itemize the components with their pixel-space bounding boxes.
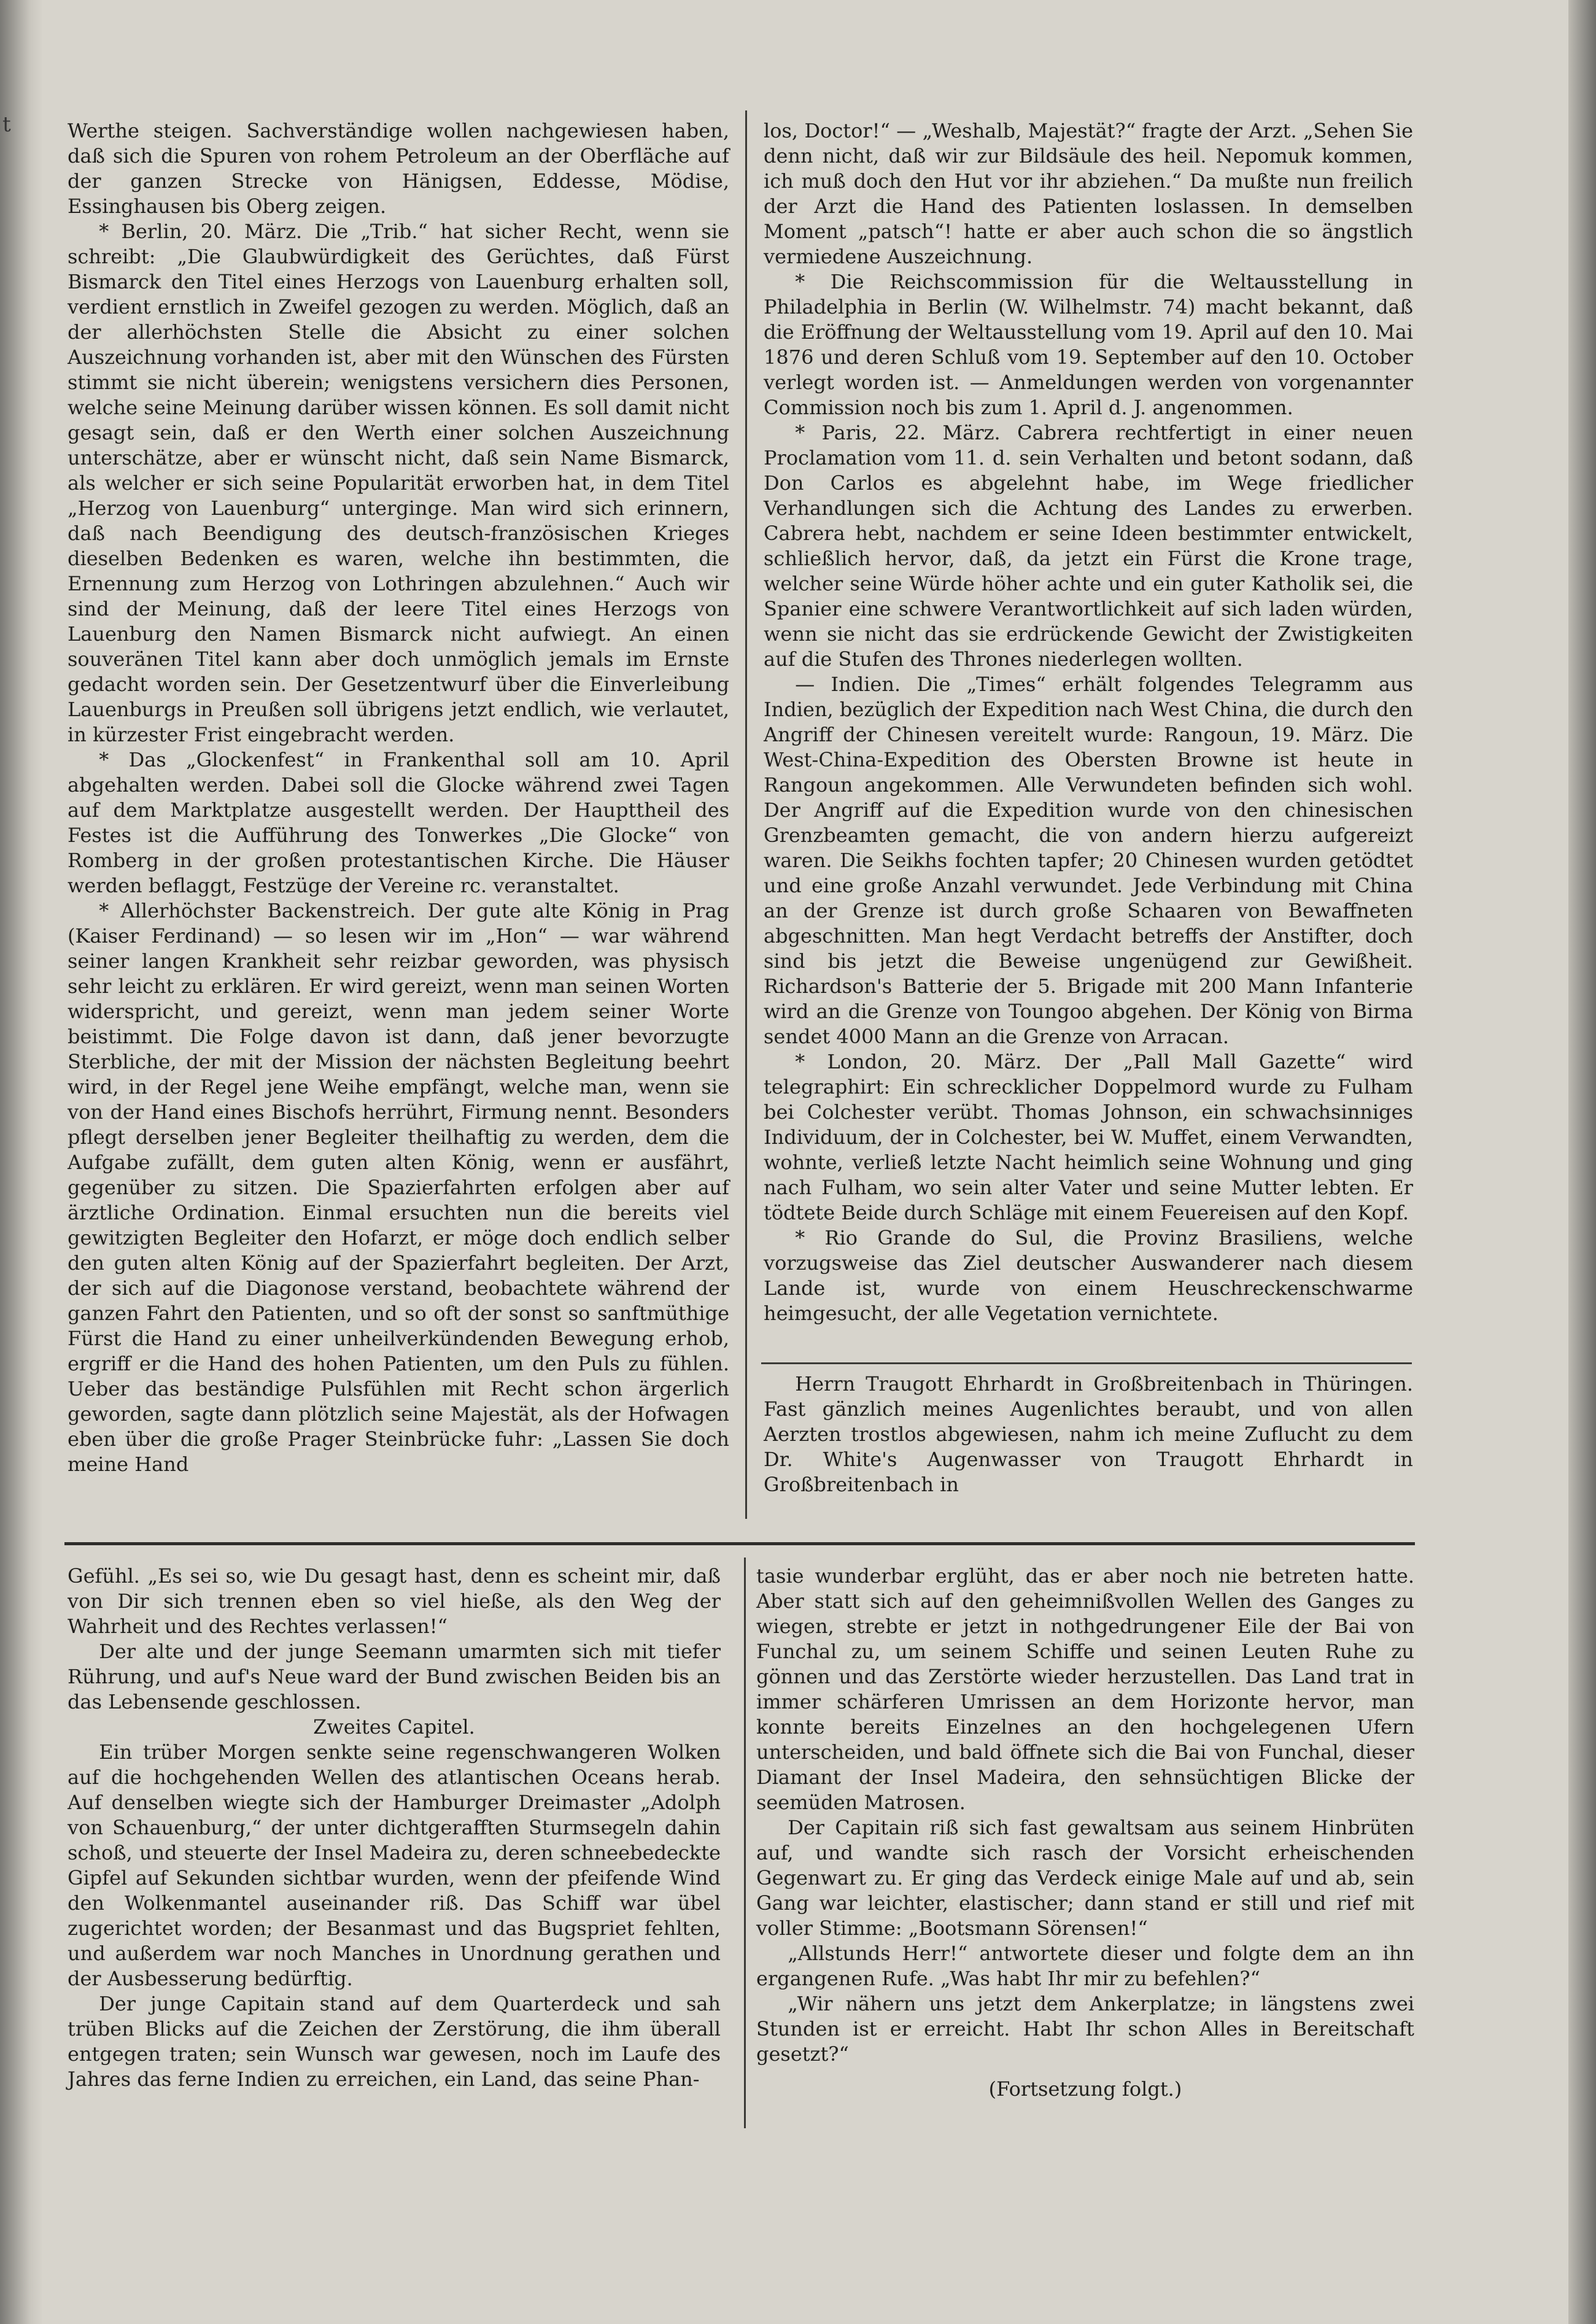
- paragraph: Ein trüber Morgen senkte seine regenschwangeren Wolken auf die hochgehenden Wellen des atlantischen Oceans herab. Auf denselben wiegte sich der Hamburger Dreimaster „Adolph von Schauenburg,“ der unter dichtgerafften Sturmsegeln dahin schoß, und steuerte der Insel Madeira zu, deren schneebedeckte Gipfel auf Sekunden sichtbar wurden, wenn der pfeifende Wind den Wolkenmantel auseinander riß. Das Schiff war übel zugerichtet worden; der Besanmast und das Bugspriet fehlten, und außerdem war noch Manches in Unordnung gerathen und der Ausbesserung bedürftig.: [68, 1740, 721, 1990]
- margin-mark: t: [2, 112, 11, 137]
- feuilleton-column-2: [756, 1564, 1414, 2102]
- advertisement-text: Herrn Traugott Ehrhardt in Großbreitenbach in Thüringen. Fast gänzlich meines Augenlichtes beraubt, und von allen Aerzten trostlos abgewiesen, nahm ich meine Zuflucht zu dem Dr. White's Augenwasser von Traugott Ehrhardt in Großbreitenbach in: [764, 1372, 1413, 1496]
- column-rule: [745, 110, 747, 1519]
- paragraph: * Allerhöchster Backenstreich. Der gute alte König in Prag (Kaiser Ferdinand) — so lesen wir im „Hon“ — war während seiner langen Krankheit sehr reizbar geworden, was physisch sehr leicht zu erklären. Er wird gereizt, wenn man seinen Worten widerspricht, und gereizt, wenn man jedem seiner Worte beistimmt. Die Folge davon ist dann, daß jener bevorzugte Sterbliche, der mit der Mission der nächsten Begleitung beehrt wird, in der Regel jene Weihe empfängt, welche man, wenn sie von der Hand eines Bischofs herrührt, Firmung nennt. Besonders pflegt derselben jener Begleiter theilhaftig zu werden, dem die Aufgabe zufällt, dem guten alten König, wenn er ausfährt, gegenüber zu sitzen. Die Spazierfahrten erfolgen aber auf ärztliche Ordination. Einmal ersuchten nun die bereits viel gewitzigten Begleiter den Hofarzt, er möge doch endlich selber den guten alten König auf der Spazierfahrt begleiten. Der Arzt, der sich auf die Diagonose verstand, beobachtete während der ganzen Fahrt den Patienten, und so oft der sonst so sanftmüthige Fürst die Hand zu einer unheilverkündenden Bewegung erhob, ergriff er die Hand des hohen Patienten, um den Puls zu fühlen. Ueber das beständige Pulsfühlen mit Recht schon ärgerlich geworden, sagte dann plötzlich seine Majestät, als der Hofwagen eben über die große Prager Steinbrücke fuhr: „Lassen Sie doch meine Hand: [68, 899, 729, 1476]
- paragraph: „Wir nähern uns jetzt dem Ankerplatze; in längstens zwei Stunden ist er erreicht. Habt Ihr schon Alles in Bereitschaft gesetzt?“: [756, 1992, 1414, 2066]
- feuilleton-column-1: [68, 1564, 721, 2092]
- paragraph: * Das „Glockenfest“ in Frankenthal soll am 10. April abgehalten werden. Dabei soll die Glocke während zwei Tagen auf dem Marktplatze ausgestellt werden. Der Haupttheil des Festes ist die Aufführung des Tonwerkes „Die Glocke“ von Romberg in der großen protestantischen Kirche. Die Häuser werden beflaggt, Festzüge der Vereine rc. veranstaltet.: [68, 748, 729, 897]
- binding-shadow: [0, 0, 43, 2324]
- paragraph: * Die Reichscommission für die Weltausstellung in Philadelphia in Berlin (W. Wilhelmstr. 74) macht bekannt, daß die Eröffnung der Weltausstellung vom 19. April auf den 10. Mai 1876 und deren Schluß vom 19. September auf den 10. October verlegt worden ist. — Anmeldungen werden von vorgenannter Commission noch bis zum 1. April d. J. angenommen.: [764, 270, 1413, 419]
- page-edge: [1568, 0, 1596, 2324]
- chapter-heading: Zweites Capitel.: [313, 1715, 475, 1739]
- news-column-2: [764, 118, 1413, 1326]
- column-rule: [744, 1558, 746, 2128]
- paragraph: Werthe steigen. Sachverständige wollen nachgewiesen haben, daß sich die Spuren von rohem Petroleum an der Oberfläche auf der ganzen Strecke von Hänigsen, Eddesse, Mödise, Essinghausen bis Oberg zeigen.: [68, 119, 729, 218]
- advertisement: [764, 1372, 1413, 1497]
- paragraph: * Paris, 22. März. Cabrera rechtfertigt in einer neuen Proclamation vom 11. d. sein Verhalten und betont sodann, daß Don Carlos es abgelehnt habe, im Wege friedlicher Verhandlungen sich die Achtung des Landes zu erwerben. Cabrera hebt, nachdem er seine Ideen bestimmter entwickelt, schließlich hervor, daß, da jetzt ein Fürst die Krone trage, welcher seine Würde höher achte und ein guter Katholik sei, die Spanier eine schwere Verantwortlichkeit auf sich laden würden, wenn sie nicht das sie erdrückende Gewicht der Zwistigkeiten auf die Stufen des Thrones niederlegen wollten.: [764, 421, 1413, 671]
- paragraph: * London, 20. März. Der „Pall Mall Gazette“ wird telegraphirt: Ein schrecklicher Doppelmord wurde zu Fulham bei Colchester verübt. Thomas Johnson, ein schwachsinniges Individuum, der in Colchester, bei W. Muffet, einem Verwandten, wohnte, verließ letzte Nacht heimlich seine Wohnung und ging nach Fulham, wo sein alter Vater und seine Mutter lebten. Er tödtete Beide durch Schläge mit einem Feuereisen auf den Kopf.: [764, 1050, 1413, 1224]
- section-divider: [761, 1362, 1412, 1364]
- paragraph: los, Doctor!“ — „Weshalb, Majestät?“ fragte der Arzt. „Sehen Sie denn nicht, daß wir zur Bildsäule des heil. Nepomuk kommen, ich muß doch den Hut vor ihr abziehen.“ Da mußte nun freilich der Arzt die Hand des Patienten loslassen. In demselben Moment „patsch“! hatte er aber auch schon die so ängstlich vermiedene Auszeichnung.: [764, 119, 1413, 268]
- paragraph: tasie wunderbar erglüht, das er aber noch nie betreten hatte. Aber statt sich auf den geheimnißvollen Wellen des Ganges zu wiegen, strebte er jetzt in nothgedrungener Eile der Bai von Funchal zu, um seinem Schiffe und seinen Leuten Ruhe zu gönnen und das Zerstörte wieder herzustellen. Das Land trat in immer schärferen Umrissen an dem Horizonte hervor, man konnte bereits Einzelnes an den hochgelegenen Ufern unterscheiden, und bald öffnete sich die Bai von Funchal, dieser Diamant der Insel Madeira, den sehnsüchtigen Blicke der seemüden Matrosen.: [756, 1564, 1414, 1814]
- paragraph: Gefühl. „Es sei so, wie Du gesagt hast, denn es scheint mir, daß von Dir sich trennen eben so viel hieße, als den Weg der Wahrheit und des Rechtes verlassen!“: [68, 1564, 721, 1638]
- continuation-note: (Fortsetzung folgt.): [988, 2077, 1182, 2101]
- paragraph: Der alte und der junge Seemann umarmten sich mit tiefer Rührung, und auf's Neue ward der Bund zwischen Beiden bis an das Lebensende geschlossen.: [68, 1640, 721, 1713]
- paragraph: Der junge Capitain stand auf dem Quarterdeck und sah trüben Blicks auf die Zeichen der Zerstörung, die ihm überall entgegen traten; sein Wunsch war gewesen, noch im Laufe des Jahres das ferne Indien zu erreichen, ein Land, das seine Phan-: [68, 1992, 721, 2091]
- paragraph: Der Capitain riß sich fast gewaltsam aus seinem Hinbrüten auf, und wandte sich rasch der Vorsicht erheischenden Gegenwart zu. Er ging das Verdeck einige Male auf und ab, sein Gang war leichter, elastischer; dann stand er still und rief mit voller Stimme: „Bootsmann Sörensen!“: [756, 1816, 1414, 1940]
- feuilleton-rule: [64, 1542, 1415, 1545]
- paragraph: „Allstunds Herr!“ antwortete dieser und folgte dem an ihn ergangenen Rufe. „Was habt Ihr mir zu befehlen?“: [756, 1942, 1414, 1990]
- paragraph: * Rio Grande do Sul, die Provinz Brasiliens, welche vorzugsweise das Ziel deutscher Auswanderer nach diesem Lande ist, wurde von einem Heuschreckenschwarme heimgesucht, der alle Vegetation vernichtete.: [764, 1226, 1413, 1325]
- paragraph: — Indien. Die „Times“ erhält folgendes Telegramm aus Indien, bezüglich der Expedition nach West China, die durch den Angriff der Chinesen vereitelt wurde: Rangoun, 19. März. Die West-China-Expedition des Obersten Browne ist heute in Rangoun angekommen. Alle Verwundeten befinden sich wohl. Der Angriff auf die Expedition wurde von den chinesischen Grenzbeamten gemacht, die von andern hierzu aufgereizt waren. Die Seikhs fochten tapfer; 20 Chinesen wurden getödtet und eine große Anzahl verwundet. Jede Verbindung mit China an der Grenze ist durch große Schaaren von Bewaffneten abgeschnitten. Man hegt Verdacht betreffs der Anstifter, doch sind bis jetzt die Beweise ungenügend zur Gewißheit. Richardson's Batterie der 5. Brigade mit 200 Mann Infanterie wird an die Grenze von Toungoo abgehen. Der König von Birma sendet 4000 Mann an die Grenze von Arracan.: [764, 673, 1413, 1048]
- news-column-1: [68, 118, 729, 1477]
- paragraph: * Berlin, 20. März. Die „Trib.“ hat sicher Recht, wenn sie schreibt: „Die Glaubwürdigkeit des Gerüchtes, daß Fürst Bismarck den Titel eines Herzogs von Lauenburg erhalten soll, verdient ernstlich in Zweifel gezogen zu werden. Möglich, daß an der allerhöchsten Stelle die Absicht zu einer solchen Auszeichnung vorhanden ist, aber mit den Wünschen des Fürsten stimmt sie nicht überein; wenigstens versichern dies Personen, welche seine Meinung darüber wissen können. Es soll damit nicht gesagt sein, daß er den Werth einer solchen Auszeichnung unterschätze, aber er wünscht nicht, daß sein Name Bismarck, als welcher er sich seine Popularität erworben hat, in dem Titel „Herzog von Lauenburg“ unterginge. Man wird sich erinnern, daß nach Beendigung des deutsch-französischen Krieges dieselben Bedenken es waren, welche ihn bestimmten, die Ernennung zum Herzog von Lothringen abzulehnen.“ Auch wir sind der Meinung, daß der leere Titel eines Herzogs von Lauenburg den Namen Bismarck nicht aufwiegt. An einen souveränen Titel kann aber doch unmöglich jemals im Ernste gedacht worden sein. Der Gesetzentwurf über die Einverleibung Lauenburgs in Preußen soll übrigens jetzt endlich, wie verlautet, in kürzester Frist eingebracht werden.: [68, 220, 729, 746]
